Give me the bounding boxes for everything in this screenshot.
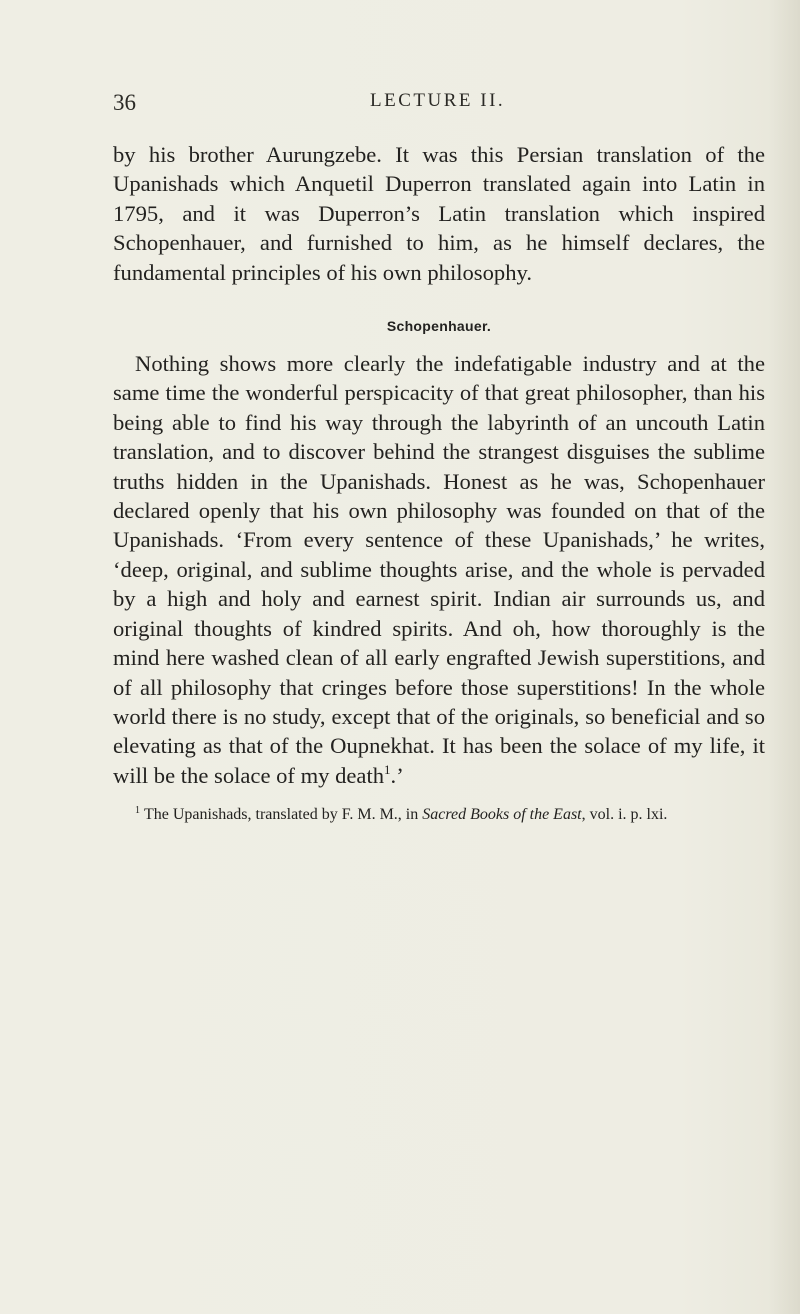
running-head: LECTURE II.: [370, 90, 506, 111]
closing-quote: .’: [390, 762, 404, 788]
page-header: [113, 90, 763, 120]
main-text: [113, 140, 765, 825]
paragraph-1: by his brother Aurungzebe. It was this Persian translation of the Upanishads which Anquetil Duperron translated again into Latin in 1795, and it was Duperron’s Latin translation which inspired Schopenhauer, and furnished to him, as he himself declares, the fundamental principles of his own philosophy.: [113, 142, 765, 285]
footnote-text-after: , vol. i. p. lxi.: [581, 806, 668, 824]
footnote-mark: 1: [135, 805, 140, 817]
footnote-reference[interactable]: 1: [384, 761, 391, 777]
paragraph-2: [113, 349, 765, 790]
side-heading: Schopenhauer.: [386, 318, 492, 335]
page-number: 36: [113, 90, 136, 115]
footnote: [113, 804, 765, 825]
paragraph-2-text: Nothing shows more clearly the indefatigable industry and at the same time the wonderful perspicacity of that great philosopher, than his being able to find his way through the labyrinth of an uncouth Latin translation, and to discover behind the strangest disguises the sublime truths hidden in the Upanishads. Honest as he was, Schopenhauer declared openly that his own philosophy was founded on that of the Upanishads. ‘From every sentence of these Upanishads,’ he writes, ‘deep, original, and sublime thoughts arise, and the whole is pervaded by a high and holy and earnest spirit. Indian air surrounds us, and original thoughts of kindred spirits. And oh, how thoroughly is the mind here washed clean of all early engrafted Jewish superstitions, and of all philosophy that cringes before those superstitions! In the whole world there is no study, except that of the originals, so beneficial and so elevating as that of the Oupnekhat. It has been the solace of my life, it will be the solace of my death: [113, 351, 765, 788]
footnote-book-title: Sacred Books of the East: [422, 806, 582, 824]
footnote-text-before: The Upanishads, translated by F. M. M., in: [144, 806, 423, 824]
